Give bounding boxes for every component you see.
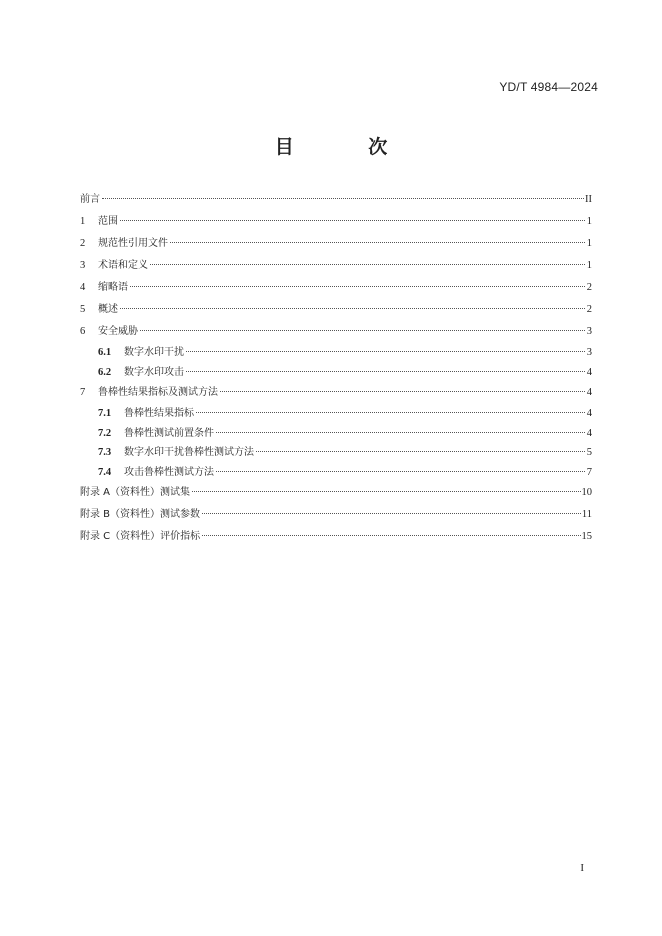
- toc-entry-page: 4: [586, 387, 592, 398]
- toc-entry-number: 3: [80, 260, 86, 271]
- page-number: I: [580, 862, 584, 874]
- toc-entry-page: 7: [586, 466, 592, 478]
- toc-entry-page: 5: [586, 447, 592, 458]
- toc-entry-label: 数字水印干扰鲁棒性测试方法: [124, 447, 254, 458]
- toc-entry-label: 范围: [98, 216, 118, 227]
- toc-entry[interactable]: [80, 299, 592, 321]
- toc-entry-label: 前言: [80, 194, 100, 205]
- toc-entry-label: 攻击鲁棒性测试方法: [124, 466, 214, 478]
- toc-entry-number: 7.4: [98, 466, 112, 478]
- toc-entry[interactable]: [80, 233, 592, 255]
- toc-entry-number: 7.2: [98, 427, 112, 439]
- toc-entry-label: 缩略语: [98, 282, 128, 293]
- toc-entry-number: 6.2: [98, 366, 112, 378]
- toc-entry-number: 6: [80, 326, 86, 337]
- toc-entry[interactable]: [80, 211, 592, 233]
- toc-entry-page: 11: [581, 509, 592, 520]
- toc-entry-number: 2: [80, 238, 86, 249]
- toc-dot-leader: [202, 513, 581, 514]
- toc-entry-page: 1: [586, 216, 592, 227]
- toc-entry-page: 4: [586, 427, 592, 439]
- toc-entry-page: 4: [586, 366, 592, 378]
- toc-entry[interactable]: [80, 504, 592, 526]
- toc-dot-leader: [140, 330, 585, 331]
- toc-entry-number: 1: [80, 216, 86, 227]
- toc-dot-leader: [150, 264, 585, 265]
- toc-dot-leader: [192, 491, 580, 492]
- toc-entry-page: 1: [586, 260, 592, 271]
- toc-entry-number: 7.1: [98, 408, 112, 419]
- toc-entry-page: 3: [586, 326, 592, 337]
- toc-entry[interactable]: [80, 382, 592, 404]
- toc-entry-label: 规范性引用文件: [98, 238, 168, 249]
- toc-dot-leader: [120, 220, 585, 221]
- document-code: YD/T 4984—2024: [499, 80, 598, 94]
- toc-entry[interactable]: [80, 363, 592, 383]
- toc-dot-leader: [170, 242, 585, 243]
- toc-dot-leader: [186, 351, 585, 352]
- toc-dot-leader: [220, 391, 585, 392]
- toc-entry-label: 附录 B（资料性）测试参数: [80, 509, 201, 520]
- toc-entry[interactable]: [80, 526, 592, 548]
- page-title: 目 次: [274, 136, 422, 158]
- toc-entry[interactable]: [80, 404, 592, 424]
- toc-entry-number: 6.1: [98, 347, 112, 358]
- toc-entry[interactable]: [80, 189, 592, 211]
- toc-entry-page: 4: [586, 408, 592, 419]
- toc-dot-leader: [186, 371, 585, 372]
- toc-entry-label: 鲁棒性结果指标及测试方法: [98, 387, 218, 398]
- toc-dot-leader: [196, 412, 585, 413]
- toc-dot-leader: [130, 286, 585, 287]
- toc-entry[interactable]: [80, 277, 592, 299]
- toc-dot-leader: [216, 432, 585, 433]
- toc-entry-number: 4: [80, 282, 86, 293]
- toc-dot-leader: [256, 451, 585, 452]
- toc-entry-label: 数字水印干扰: [124, 347, 184, 358]
- toc-entry-page: 15: [581, 531, 592, 542]
- toc-entry-label: 概述: [98, 304, 118, 315]
- toc-entry-page: II: [585, 194, 592, 205]
- toc-entry-label: 附录 C（资料性）评价指标: [80, 531, 201, 542]
- toc-entry-page: 2: [586, 282, 592, 293]
- toc-dot-leader: [216, 471, 585, 472]
- toc-entry[interactable]: [80, 343, 592, 363]
- toc-dot-leader: [102, 198, 584, 199]
- toc-entry[interactable]: [80, 482, 592, 504]
- toc-entry-number: 5: [80, 304, 86, 315]
- toc-entry-page: 1: [586, 238, 592, 249]
- toc-entry-page: 2: [586, 304, 592, 315]
- toc-entry-number: 7.3: [98, 447, 112, 458]
- toc-entry-page: 10: [581, 487, 592, 498]
- toc-entry[interactable]: [80, 424, 592, 444]
- toc-entry-label: 术语和定义: [98, 260, 148, 271]
- table-of-contents: [80, 189, 592, 548]
- toc-entry-label: 鲁棒性结果指标: [124, 408, 194, 419]
- toc-entry-number: 7: [80, 387, 86, 398]
- toc-entry[interactable]: [80, 463, 592, 483]
- toc-entry[interactable]: [80, 443, 592, 463]
- toc-entry-label: 数字水印攻击: [124, 366, 184, 378]
- toc-entry-label: 附录 A（资料性）测试集: [80, 487, 191, 498]
- toc-entry[interactable]: [80, 255, 592, 277]
- toc-entry-label: 鲁棒性测试前置条件: [124, 427, 214, 439]
- toc-entry-label: 安全威胁: [98, 326, 138, 337]
- toc-entry-page: 3: [586, 347, 592, 358]
- toc-dot-leader: [120, 308, 585, 309]
- toc-entry[interactable]: [80, 321, 592, 343]
- toc-dot-leader: [202, 535, 580, 536]
